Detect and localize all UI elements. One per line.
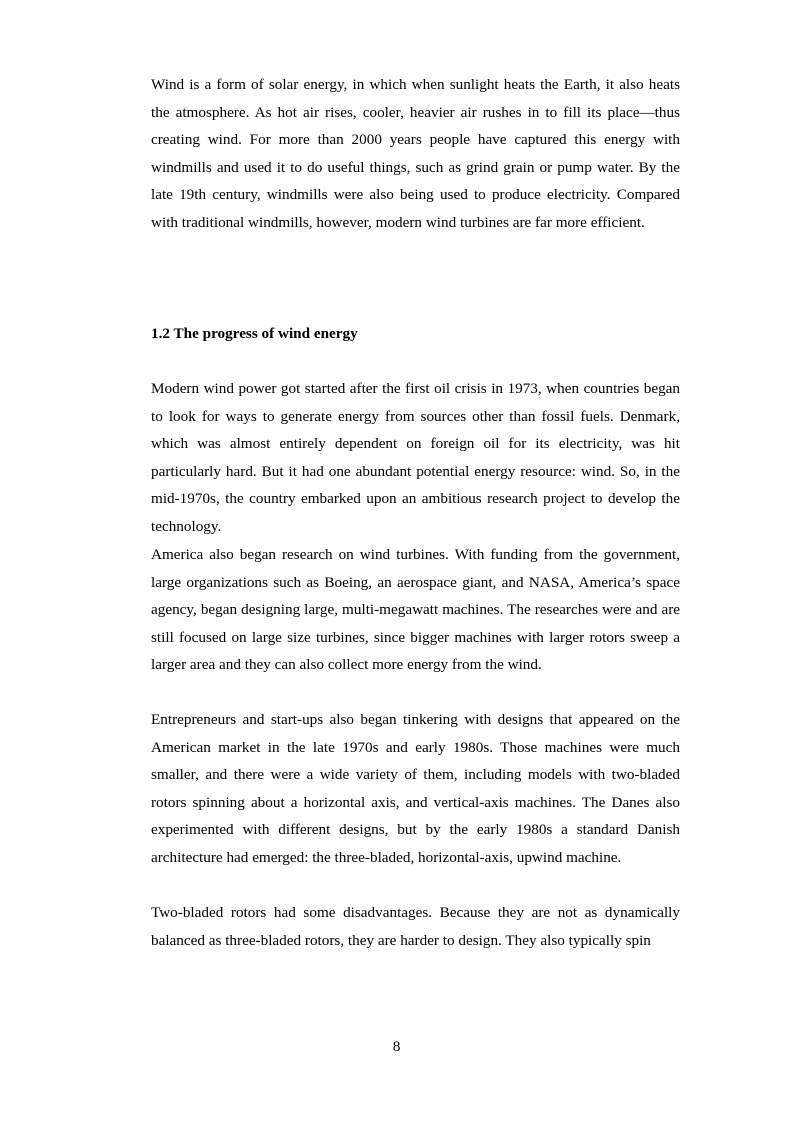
- paragraph-entrepreneurs: Entrepreneurs and start-ups also began tinkering with designs that appeared on the American market in the late 1970s and early 1980s. Those machines were much smaller, and there were a wide variety of them, including models with two-bladed rotors spinning about a horizontal axis, and vertical-axis machines. The Danes also experimented with different designs, but by the early 1980s a standard Danish architecture had emerged: the three-bladed, horizontal-axis, upwind machine.: [151, 711, 680, 866]
- page-number: 8: [392, 1038, 401, 1055]
- section-heading: 1.2 The progress of wind energy: [151, 325, 358, 342]
- paragraph-america-research: America also began research on wind turbines. With funding from the government, large organizations such as Boeing, an aerospace giant, and NASA, America’s space agency, began designing large, multi-megawatt machines. The researches were and are still focused on large size turbines, since bigger machines with larger rotors sweep a larger area and they can also collect more energy from the wind.: [151, 546, 680, 674]
- paragraph-oil-crisis: Modern wind power got started after the first oil crisis in 1973, when countries began to look for ways to generate energy from sources other than fossil fuels. Denmark, which was almost entirely dependent on foreign oil for its electricity, was hit particularly hard. But it had one abundant potential energy resource: wind. So, in the mid-1970s, the country embarked upon an ambitious research project to develop the technology.: [151, 380, 680, 535]
- intro-paragraph: Wind is a form of solar energy, in which when sunlight heats the Earth, it also heats the atmosphere. As hot air rises, cooler, heavier air rushes in to fill its place—thus creating wind. For more than 2000 years people have captured this energy with windmills and used it to do useful things, such as grind grain or pump water. By the late 19th century, windmills were also being used to produce electricity. Compared with traditional windmills, however, modern wind turbines are far more efficient.: [151, 76, 680, 231]
- paragraph-two-bladed-rotors: Two-bladed rotors had some disadvantages. Because they are not as dynamically balanced as three-bladed rotors, they are harder to design. They also typically spin: [151, 904, 680, 949]
